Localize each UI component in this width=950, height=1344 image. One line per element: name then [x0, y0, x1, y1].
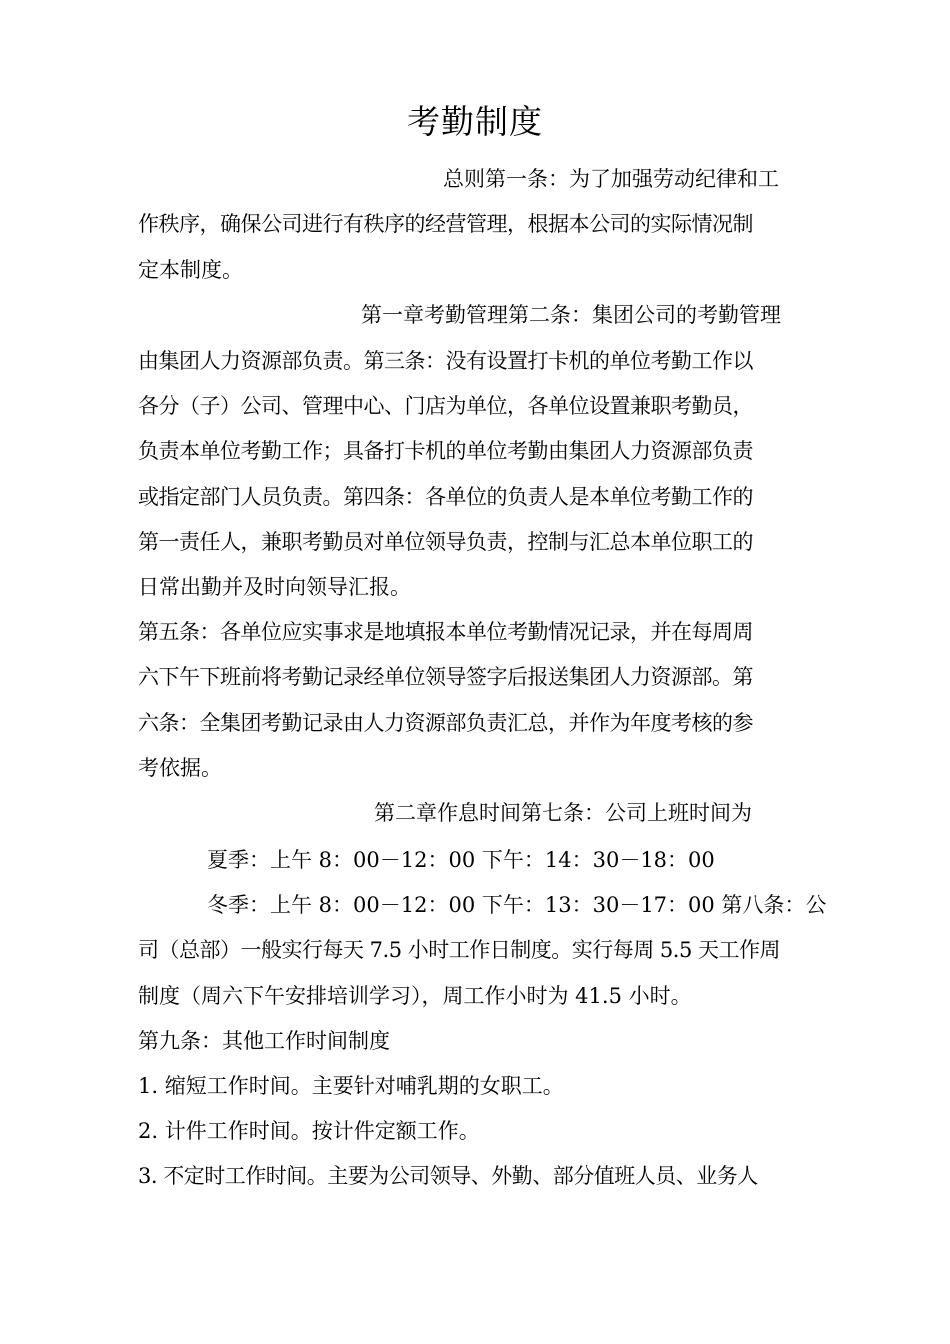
article-5-line-3: 六条：全集团考勤记录由人力资源部负责汇总，并作为年度考核的参: [138, 711, 753, 735]
chapter-2-line-1: 第二章作息时间第七条：公司上班时间为: [374, 801, 752, 825]
article-5-line-2: 六下午下班前将考勤记录经单位领导签字后报送集团人力资源部。第: [138, 665, 753, 689]
article-1-line-1: 总则第一条：为了加强劳动纪律和工: [443, 167, 779, 191]
chapter-1-line-1: 第一章考勤管理第二条：集团公司的考勤管理: [361, 303, 781, 327]
winter-hours-line: 冬季：上午 8：00－12：00 下午：13：30－17：00 第八条：公: [207, 893, 827, 917]
chapter-1-line-2: 由集团人力资源部负责。第三条：没有设置打卡机的单位考勤工作以: [138, 349, 753, 373]
summer-hours-line: 夏季：上午 8：00－12：00 下午：14：30－18：00: [207, 848, 715, 872]
article-5-line-4: 考依据。: [138, 756, 222, 780]
list-item-1: 1. 缩短工作时间。主要针对哺乳期的女职工。: [138, 1074, 564, 1098]
chapter-1-line-7: 日常出勤并及时向领导汇报。: [138, 575, 411, 599]
chapter-1-line-5: 或指定部门人员负责。第四条：各单位的负责人是本单位考勤工作的: [138, 485, 753, 509]
list-item-2: 2. 计件工作时间。按计件定额工作。: [138, 1119, 480, 1143]
chapter-1-line-4: 负责本单位考勤工作；具备打卡机的单位考勤由集团人力资源部负责: [138, 439, 753, 463]
article-1-line-3: 定本制度。: [138, 258, 243, 282]
article-1-line-2: 作秩序，确保公司进行有秩序的经营管理，根据本公司的实际情况制: [138, 212, 753, 236]
article-8-line-3: 制度（周六下午安排培训学习），周工作小时为 41.5 小时。: [138, 984, 692, 1008]
chapter-1-line-6: 第一责任人，兼职考勤员对单位领导负责，控制与汇总本单位职工的: [138, 530, 753, 554]
article-5-line-1: 第五条：各单位应实事求是地填报本单位考勤情况记录，并在每周周: [138, 620, 753, 644]
chapter-1-line-3: 各分（子）公司、管理中心、门店为单位，各单位设置兼职考勤员，: [138, 394, 753, 418]
list-item-3: 3. 不定时工作时间。主要为公司领导、外勤、部分值班人员、业务人: [138, 1164, 758, 1188]
article-8-line-2: 司（总部）一般实行每天 7.5 小时工作日制度。实行每周 5.5 天工作周: [138, 938, 780, 962]
document-title: 考勤制度: [407, 102, 543, 141]
article-9-heading: 第九条：其他工作时间制度: [138, 1029, 390, 1053]
